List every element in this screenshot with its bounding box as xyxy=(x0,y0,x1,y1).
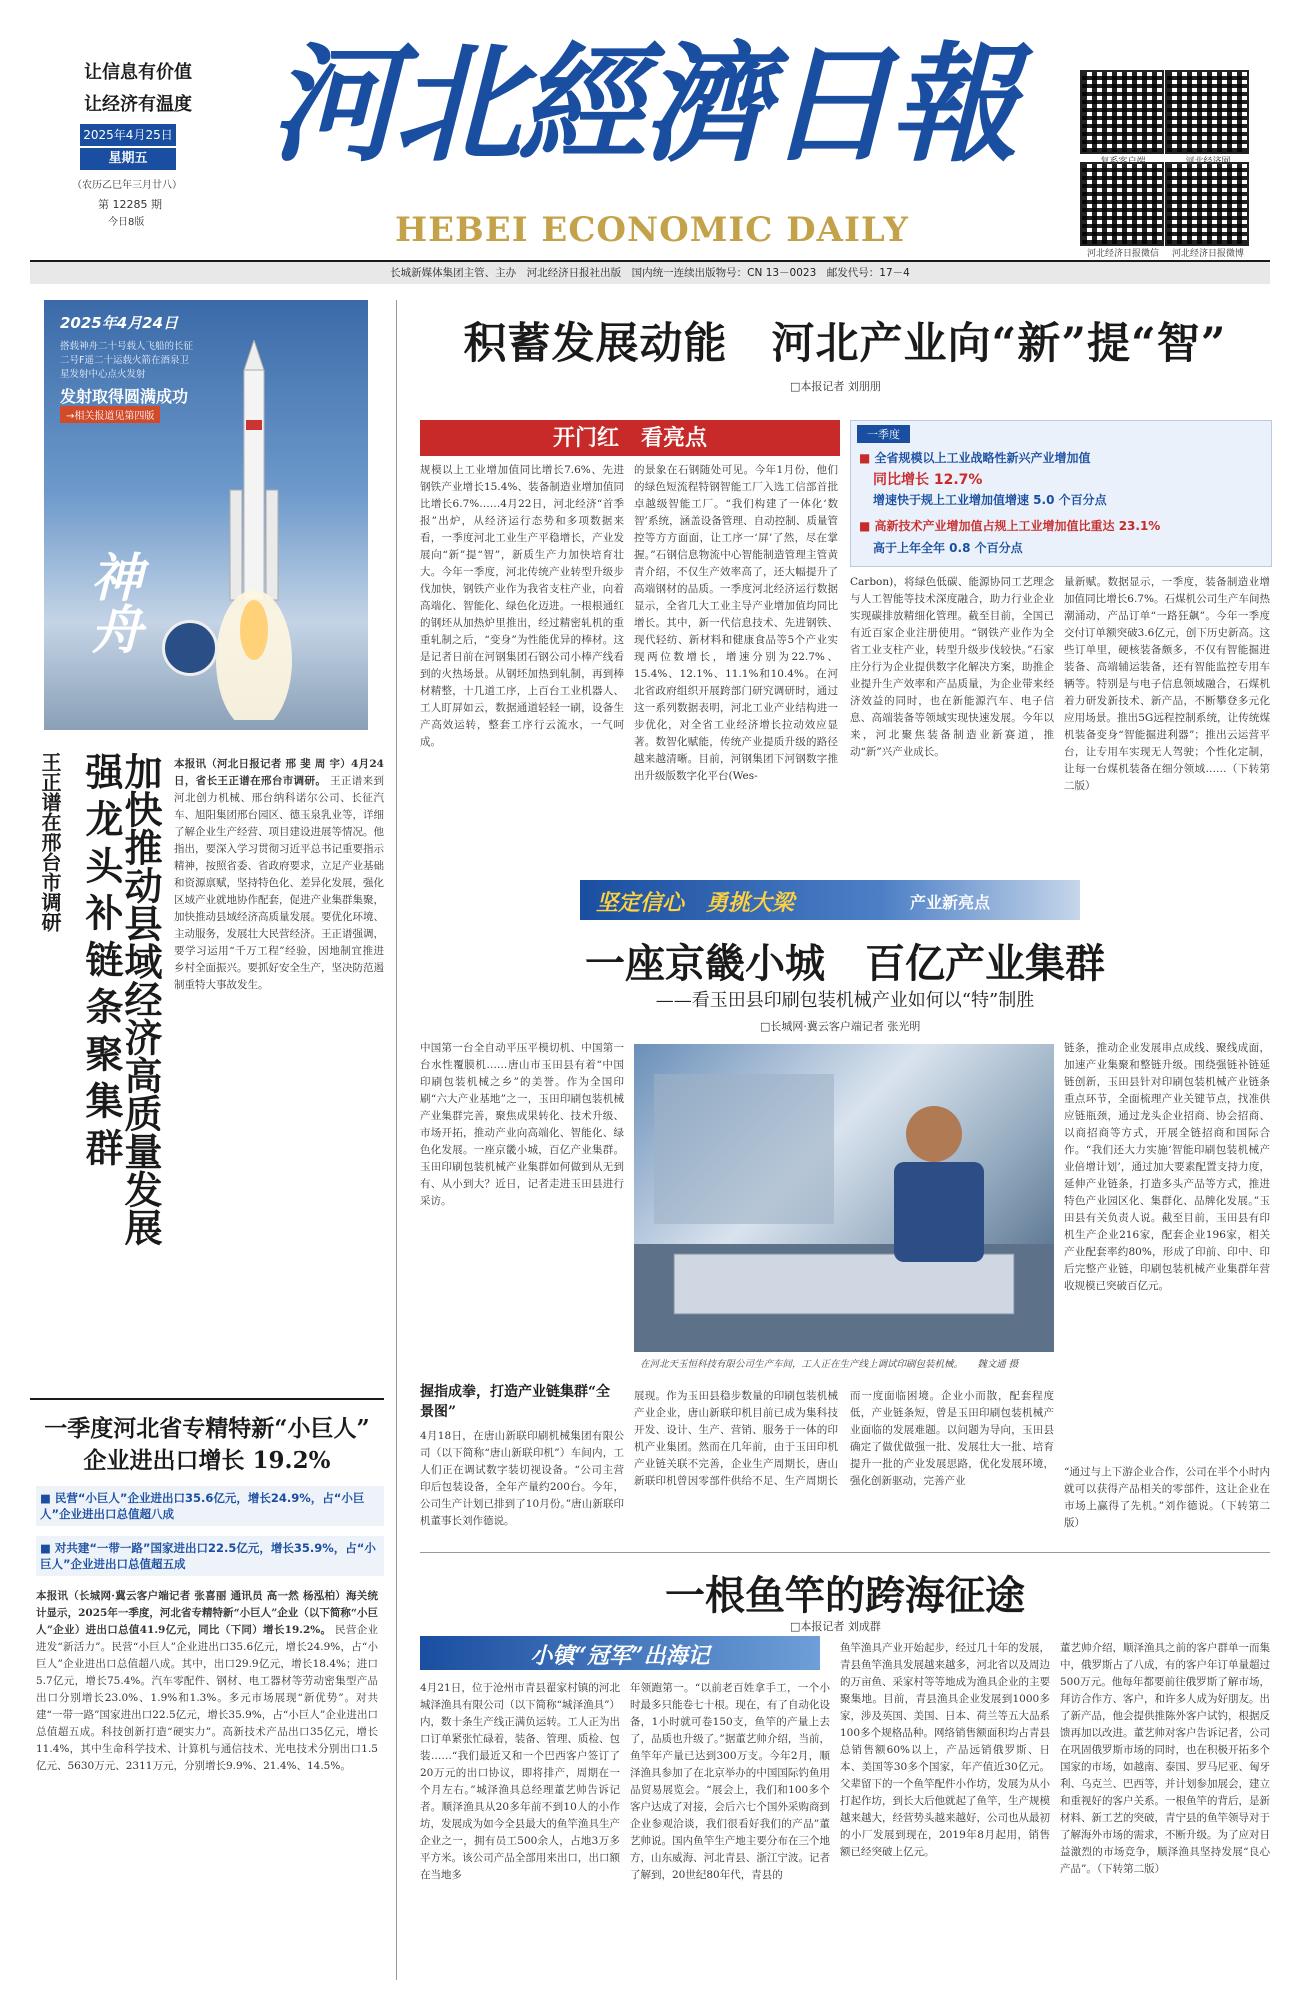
issue-date: 2025年4月25日 xyxy=(80,124,176,146)
slogan-line-2: 让经济有温度 xyxy=(84,94,192,115)
feature1-subhead: ——看玉田县印刷包装机械产业如何以“特”制胜 xyxy=(655,990,1035,1011)
poster-brand: 神舟 xyxy=(81,550,142,654)
feature2-headline: 一根鱼竿的跨海征途 xyxy=(665,1572,1025,1619)
story1-headline: 加快推动县域经济高质量发展 xyxy=(118,752,163,1246)
story1-headline-2: 强龙头补链条聚集群 xyxy=(79,752,124,1175)
square-bullet-icon: ■ xyxy=(859,519,875,533)
publisher-line: 长城新媒体集团主管、主办 河北经济日报社出版 国内统一连续出版物号：CN 13－0023 邮发代号：17－4 xyxy=(30,260,1270,284)
qr-code-icon[interactable] xyxy=(1165,162,1249,246)
divider xyxy=(420,1552,1270,1553)
square-bullet-icon: ■ xyxy=(40,1491,55,1505)
story1-text: 王正谱来到河北创力机械、邢台纳科诺尔公司、长征汽车、旭阳集团邢台园区、德玉泉乳业等，详细了解企业生产经营、项目建设进展等情况。他指出，要深入学习贯彻习近平总书记重要指示精神，按照省委、省政府要求，立足产业基础和资源禀赋，坚持特色化、差异化发展，强化区域产业就地协作配套，促进产业集群集聚，加快推动县域经济高质量发展。要优化环境、主动服务，发展壮大民营经济。王正谱强调，要学习运用“千万工程”经验，因地制宜推进乡村全面振兴。要抓好安全生产，坚决防范遏制重特大事故发生。 xyxy=(174,775,384,991)
lead-banner: 开门红 看亮点 xyxy=(420,420,840,456)
stat2-note: 高于上年全年 0.8 个百分点 xyxy=(873,541,1023,555)
issue-number: 第 12285 期 xyxy=(98,198,162,211)
feature1-headline: 一座京畿小城 百亿产业集群 xyxy=(585,940,1105,987)
qr-label-wechat: 河北经济日报微信 xyxy=(1086,249,1159,259)
lead-headline: 积蓄发展动能 河北产业向“新”提“智” xyxy=(463,319,1227,369)
story2-stat-2-text: 对共建“一带一路”国家进出口22.5亿元，增长35.9%，占“小巨人”企业进出口总值超五成 xyxy=(40,1541,376,1571)
poster-headline: 发射取得圆满成功 xyxy=(60,387,189,406)
stat1-label xyxy=(859,449,1091,466)
poster-line-3: 星发射中心点火发射 xyxy=(60,369,146,380)
lead-col-2: 的景象在石钢随处可见。今年1月份，他们的绿色短流程特钢智能工厂入选工信部首批卓越级智能工厂。“我们构建了一体化‘数智’系统，涵盖设备管理、自动控制、质量管控等方方面面，让工序一‘屏’了然，尽在掌握。”石钢信息物流中心智能制造管理主管黄青介绍，不仅生产效率高了，还大幅提升了高端钢材的品质。一季度河北经济运行数据显示，全省几大工业主导产业增加值均同比增长。其中，新一代信息技术、先进钢铁、现代轻纺、新材料和健康食品等5个产业实现两位数增长，增速分别为22.7%、15.4%、12.1%、11.1%和10.4%。在河北省政府组织开展跨部门研究调研时，通过这一系列数据表明，河北工业产业结构进一步优化，对全省工业经济增长拉动效应显著。数智化赋能，传统产业提质升级的路径越来越清晰。目前，河钢集团下河钢数字推出升级版数字化平台(Wes- xyxy=(634,464,838,782)
photo-illustration xyxy=(634,1044,1054,1352)
mission-badge-icon xyxy=(162,620,218,676)
feature1-banner-text: 坚定信心 勇挑大梁 xyxy=(596,890,795,916)
stat2-label xyxy=(859,517,1160,534)
qr-code-icon[interactable] xyxy=(1080,70,1164,154)
square-bullet-icon: ■ xyxy=(859,451,875,465)
feature1-col-4: “通过与上下游企业合作，公司在半个小时内就可以获得产品相关的零部件，这让企业在市场上赢得了先机。”刘作德说。（下转第二版） xyxy=(1064,1466,1270,1529)
feature1-col-3: 链条，推动企业发展串点成线、聚线成面，加速产业集聚和整链升级。围绕强链补链延链创新，玉田县针对印刷包装机械产业链条重点环节，全面梳理产业关键节点，找准供应链瓶颈，通过龙头企业招商、协会招商、以商招商等方式，开展全链招商和国际合作。“我们还大力实施‘智能印刷包装机械产业倍增计划’，通过加大要素配置支持力度，延伸产业链条，打造多头产品等方式，推进特色产业园区化、集群化、品牌化发展。”玉田县有关负责人说。截至目前，玉田县有印机生产企业216家，配套企业196家，相关产业配套率约80%，形成了印前、印中、印后完整产业链，印刷包装机械产业集群年营收规模已突破百亿元。 xyxy=(1064,1042,1270,1292)
photo-caption: 在河北天玉恒科技有限公司生产车间，工人正在生产线上调试印刷包装机械。 魏文通 摄 xyxy=(640,1359,1019,1370)
lunar-date: （农历乙巳年三月廿八） xyxy=(72,180,182,191)
poster-related-link[interactable]: →相关报道见第四版 xyxy=(60,406,160,423)
story2-headline-2: 企业进出口增长 19.2% xyxy=(83,1447,331,1474)
feature1-banner xyxy=(580,880,1080,920)
factory-worker-photo xyxy=(634,1044,1054,1352)
lead-col-1: 规模以上工业增加值同比增长7.6%、先进钢铁产业增长15.4%、装备制造业增加值同比增长6.7%……4月22日，河北经济“首季报”出炉，从经济运行态势和多项数据来看，一季度河北工业生产平稳增长，产业发展向“新”提“智”，新质生产力加快培育壮大。今年一季度，河北传统产业转型升级步伐加快，钢铁产业作为我省支柱产业，向着高端化、智能化、绿色化迈进。一根根通红的钢坯从加热炉里推出，经过精密轧机的重重轧制之后，“变身”为性能优异的棒材。这是记者日前在河钢集团石钢公司小棒产线看到的火热场景。从钢坯加热到轧制，再到棒材精整，十几道工序，上百台工业机器人、工人盯屏如云，数据通道轻轻一刷，设备生产高效运转，整套工序行云流水，一气呵成。 xyxy=(420,464,624,748)
stat1-label-text: 全省规模以上工业战略性新兴产业增加值 xyxy=(874,451,1091,465)
quarter-label: 一季度 xyxy=(857,425,910,443)
story2-byline: 本报讯（长城网·冀云客户端记者 张喜丽 通讯员 高一然 杨泓柏）海关统计显示，2025年一季度，河北省专精特新“小巨人”企业（以下简称“小巨人”企业）进出口总值41.9亿元，同比（下同）增长19.2%。 xyxy=(36,1590,378,1636)
qr-code-icon[interactable] xyxy=(1165,70,1249,154)
qr-label-weibo: 河北经济日报微博 xyxy=(1171,249,1244,259)
slogan-line-1: 让信息有价值 xyxy=(84,62,192,83)
poster-date: 2025年4月24日 xyxy=(60,314,179,332)
feature1-col-1b: 4月18日，在唐山新联印刷机械集团有限公司（以下简称“唐山新联印机”）车间内，工人们正在调试数字装切视设备。“公司主营印后包装设备，全年产量约200台。今年，公司生产计划已排到了10月份。”唐山新联印机董事长刘作德说。 xyxy=(420,1430,624,1527)
qr-code-icon[interactable] xyxy=(1080,162,1164,246)
poster-line-2: 二号F遥二十运载火箭在酒泉卫 xyxy=(60,355,189,366)
story2-stat-1 xyxy=(36,1486,384,1526)
stat1-value: 同比增长 12.7% xyxy=(873,472,983,488)
story2-stat-2 xyxy=(36,1536,384,1576)
feature1-subsection: 握指成拳，打造产业链集群“全景图” xyxy=(420,1384,611,1420)
newspaper-title: 河北經濟日報 xyxy=(270,30,1015,180)
feature2-byline: □本报记者 刘成群 xyxy=(790,1620,881,1633)
feature2-col-2: 年领跑第一。“以前老百姓拿手工，一个小时最多只能卷七十根。现在，有了自动化设备，1小时就可卷150支，鱼竿的产量上去了，品质也升级了。”据董艺帅介绍，当前，鱼竿年产量已达到300万支。今年2月，顺泽渔具参加了在北京举办的中国国际钓鱼用品贸易展览会。“展会上，我们和100多个客户达成了对接，会后六七个国外采购商到企业参观洽谈，我们很看好我们的产品”董艺帅说。国内鱼竿生产地主要分布在三个地方，山东威海、河北青县、浙江宁波。记者了解到，20世纪80年代，青县的 xyxy=(630,1682,830,1881)
launch-poster xyxy=(44,300,368,730)
feature2-col-1: 4月21日，位于沧州市青县翟家村镇的河北城泽渔具有限公司（以下简称“城泽渔具”）内，数十条生产线正满负运转。工人正为出口订单紧张忙碌着，装备、管理、质检、包装……“我们最近又和一个巴西客户签订了20万元的出口协议，即将排产，周期在一个月左右。”城泽渔具总经理董艺帅告诉记者。顺泽渔具从20多年前不到10人的小作坊，发展成为如今全县最大的鱼竿渔具生产企业之一，拥有员工500余人，占地3万多平方米。该公司产品全部用来出口，出口额在当地多 xyxy=(420,1682,620,1881)
feature1-col-2: 展现。作为玉田县稳步数量的印刷包装机械产业企业，唐山新联印机目前已成为集科技开发、设计、生产、营销、服务于一体的印机产业集团。然而在几年前，由于玉田印机产业链关联不完善，企业生产周期长，唐山新联印机曾因零部件供给不足、生产周期长而一度面临困境。企业小而散，配套程度低，产业链条短，曾是玉田印刷包装机械产业面临的发展难题。以问题为导向，玉田县确定了做优做强一批、发展壮大一批、培育提升一批的产业发展思路，优化发展环境，强化创新驱动，完善产业 xyxy=(634,1390,1054,1487)
lead-byline: □本报记者 刘朋朋 xyxy=(790,380,881,393)
story2-body xyxy=(36,1588,378,1980)
feature2-banner xyxy=(420,1636,820,1670)
lead-col-4: 量新赋。数据显示，一季度，装备制造业增加值同比增长6.7%。石煤机公司生产车间热潮涌动，产品订单“一路狂飙”。今年一季度交付订单额突破3.6亿元，创下历史新高。这些订单里，硬核装备颇多，不仅有智能掘进装备、高端辅运装备，还有智能监控专用车辆等。特别是与电子信息领域融合，石煤机着力研发新技术、新产品，不断攀登多元化应用场景。推出5G远程控制系统，让传统煤机装备变身“智能掘进利器”；推出云运营平台，让专用车实现无人驾驶；个性化定制，让每一台煤机装备在细分领域……（下转第二版） xyxy=(1064,576,1270,792)
story2-headline: 一季度河北省专精特新“小巨人” xyxy=(44,1415,370,1442)
feature1-banner-tag: 产业新亮点 xyxy=(910,893,991,912)
newspaper-title-en: HEBEI ECONOMIC DAILY xyxy=(395,210,909,250)
story2-stat-1-text: 民营“小巨人”企业进出口35.6亿元，增长24.9%，占“小巨人”企业进出口总值超八成 xyxy=(40,1491,365,1521)
feature2-col-4: 董艺帅介绍，顺泽渔具之前的客户群单一而集中，俄罗斯占了八成，有的客户年订单量超过500万元。他每年都要前往俄罗斯了解市场，拜访合作方、客户，和许多人成为好朋友。出了新产品，他会提供推陈外客户试钓，根据反馈再加以改进。董艺帅对客户告诉记者，公司在巩固俄罗斯市场的同时，也在积极开拓多个国家的市场，如越南、泰国、罗马尼亚、匈牙利、乌克兰、巴西等，并计划参加展会，建立和重视好的客户关系。一根鱼竿的背后，是新材料、新工艺的突破，青宁县的鱼竿领导对于了解海外市场的需求，不断升级。为了应对日益激烈的市场竞争，顺泽渔具坚持发展“良心产品”。（下转第二版） xyxy=(1060,1642,1270,1875)
issue-weekday: 星期五 xyxy=(80,148,176,170)
poster-line-1: 搭载神舟二十号载人飞船的长征 xyxy=(60,341,194,352)
lead-stats-box xyxy=(850,420,1272,567)
story1-byline: 本报讯（河北日报记者 邢 斐 周 宇）4月24日，省长王正谱在邢台市调研。 xyxy=(174,758,384,787)
story2-text: 民营企业进发“新活力”。民营“小巨人”企业进出口35.6亿元，增长24.9%，占“小巨人”企业进出口总值超八成。其中，出口29.9亿元，增长18.4%；进口5.7亿元，增长75.4%。汽车零配件、钢材、电工器材等劳动密集型产品出口分别增长23.0%、1.9%和1.3%。多元市场展现“新优势”。对共建“一带一路”国家进出口22.5亿元，增长35.9%，占“小巨人”企业进出口总值超五成。科技创新打造“硬实力”。高新技术产品出口35亿元，增长11.4%，其中生命科学技术、计算机与通信技术、光电技术分别出口1.5亿元、5630万元、2311万元，分别增长9.9%、21.4%、14.5%。 xyxy=(36,1624,378,1772)
stat1-note: 增速快于规上工业增加值增速 5.0 个百分点 xyxy=(873,493,1107,507)
rocket-illustration xyxy=(214,340,294,720)
feature1-col-1: 中国第一台全自动平压平模切机、中国第一台水性覆膜机……唐山市玉田县有着“中国印刷包装机械之乡”的美誉。作为全国印刷“六大产业基地”之一，玉田印刷包装机械产业集群完善，聚焦成果转化、技术升级、市场开拓，推动产业向高端化、智能化、绿色化发展。一座京畿小城，百亿产业集群。玉田印刷包装机械产业集群如何做到从无到有、从小到大？近日，记者走进玉田县进行采访。 xyxy=(420,1042,624,1207)
feature2-col-3: 鱼竿渔具产业开始起步，经过几十年的发展，青县鱼竿渔具发展越来越多，河北省以及周边的万亩鱼、采家村等等地成为渔具企业的主要聚集地。目前，青县渔具企业发展到1000多家，涉及英国、美国、日本、荷兰等五大品系100多个规格品种。网络销售额面积均占青县总销售额60%以上，产品远销俄罗斯、日本、美国等30多个国家，年产值近30亿元。父辈留下的一个鱼竿配件小作坊，发展为从小打起作坊，到长大后他就起了鱼竿，生产规模越来越大，经营势头越来越好，公司也从最初的小厂发展到现在，2019年8月起用，销售额已经突破上亿元。 xyxy=(840,1642,1050,1858)
page-count: 今日8版 xyxy=(108,217,145,228)
lead-col-3: Carbon)，将绿色低碳、能源协同工艺理念与人工智能等技术深度融合，助力行业企业实现碳排放精细化管理。截至目前，全国已有近百家企业注册使用。“钢铁产业作为全省工业支柱产业，转型升级步伐较快。”石家庄分行为企业提供数字化解决方案，助推企业提升生产效率和产品质量，为企业带来经济效益的同时，也在新能源汽车、电子信息、高端装备等领域实现快速发展。今年以来，河北聚焦装备制造业新赛道，推动“新”兴产业成长。 xyxy=(850,576,1054,758)
stat2-label-text: 高新技术产业增加值占规上工业增加值比重达 23.1% xyxy=(874,519,1161,533)
feature1-byline: □长城网·冀云客户端记者 张光明 xyxy=(760,1020,921,1033)
square-bullet-icon: ■ xyxy=(40,1541,55,1555)
feature2-banner-text: 小镇“冠军”出海记 xyxy=(530,1643,710,1669)
divider xyxy=(30,1398,384,1400)
column-divider xyxy=(396,300,397,1980)
story1-body xyxy=(174,756,384,1336)
story1-subhead: 王正谱在邢台市调研 xyxy=(38,752,62,932)
